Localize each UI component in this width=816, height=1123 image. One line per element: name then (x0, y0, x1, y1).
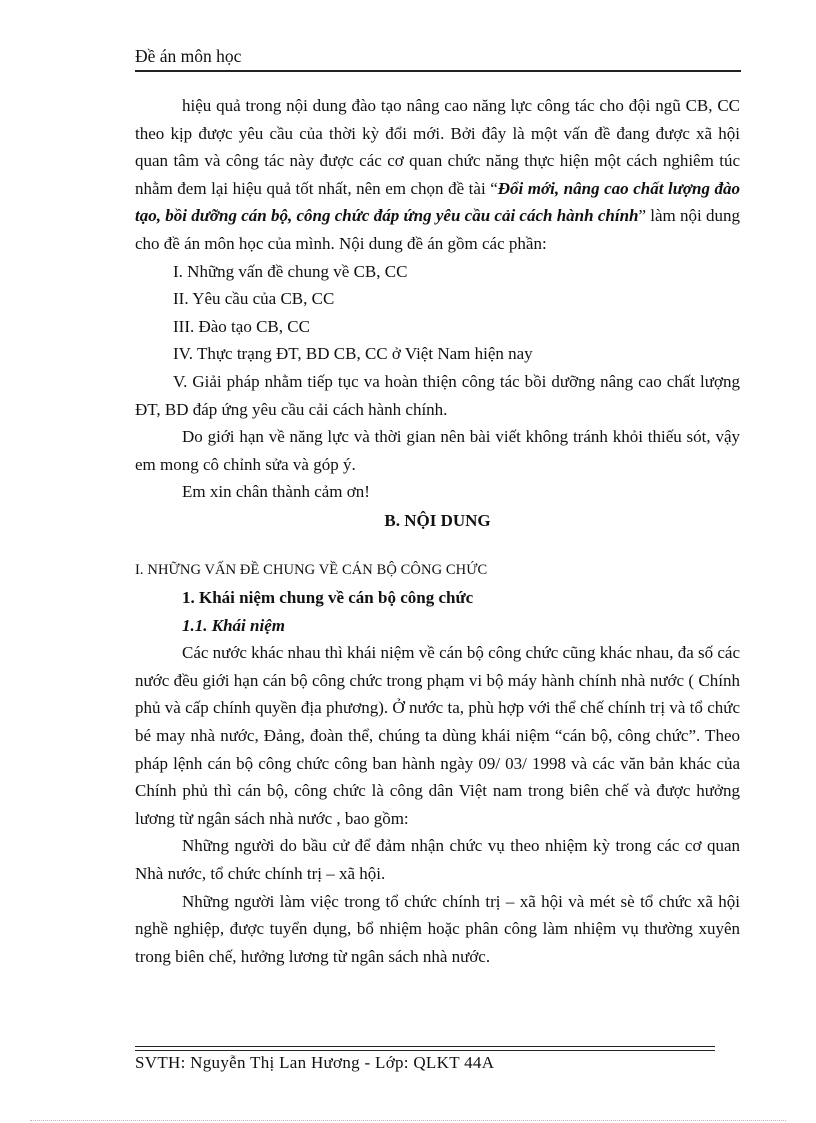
page-bottom-border (30, 1120, 786, 1121)
elected-officials-paragraph: Những người do bầu cử để đảm nhận chức vụ theo nhiệm kỳ trong các cơ quan Nhà nước, tổ chức chính trị – xã hội. (135, 836, 740, 884)
footer-divider (135, 1046, 715, 1051)
thanks-line: Em xin chân thành cảm ơn! (182, 482, 370, 502)
document-body (135, 92, 740, 970)
list-item: III. Đào tạo CB, CC (173, 316, 310, 336)
subsection-heading: 1. Khái niệm chung về cán bộ công chức (182, 588, 474, 608)
thesis-title: Đổi mới, nâng cao chất lượng đào tạo, bồi dưỡng cán bộ, công chức đáp ứng yêu cầu cải cách hành chính (135, 178, 741, 226)
section-heading: I. NHỮNG VẤN ĐỀ CHUNG VỀ CÁN BỘ CÔNG CHỨC (135, 561, 488, 578)
part-b-heading: B. NỘI DUNG (384, 510, 491, 530)
page-footer (135, 1053, 494, 1073)
intro-paragraph (135, 92, 740, 258)
footer-text: SVTH: Nguyễn Thị Lan Hương - Lớp: QLKT 44A (135, 1053, 495, 1072)
list-item: V. Giải pháp nhằm tiếp tục va hoàn thiện công tác bồi dưỡng nâng cao chất lượng ĐT, BD đáp ứng yêu cầu cải cách hành chính. (135, 371, 740, 419)
definition-paragraph: Các nước khác nhau thì khái niệm về cán bộ công chức cũng khác nhau, đa số các nước đều giới hạn cán bộ công chức trong phạm vi bộ máy hành chính nhà nước ( Chính phủ và cấp chính quyền địa phương). Ở nước ta, phù hợp với thể chế chính trị và tổ chức bé may nhà nước, Đảng, đoàn thể, chúng ta dùng khái niệm “cán bộ, công chức”. Theo pháp lệnh cán bộ công chức công ban hành ngày 09/ 03/ 1998 và các văn bản khác của Chính phủ thì cán bộ, công chức là công dân Việt nam trong biên chế và được hưởng lương từ ngân sách nhà nước , bao gồm: (135, 643, 740, 828)
subsubsection-heading: 1.1. Khái niệm (182, 615, 285, 635)
intro-text-b: ” làm nội dung cho đề án môn học của mình. Nội dung đề án gồm các phần: (135, 206, 741, 253)
list-item: I. Những vấn đề chung về CB, CC (173, 261, 408, 281)
limitations-paragraph: Do giới hạn về năng lực và thời gian nên bài viết không tránh khỏi thiếu sót, vậy em mong cô chỉnh sửa và góp ý. (135, 427, 740, 474)
list-item: II. Yêu cầu của CB, CC (173, 289, 335, 309)
page-header (135, 46, 741, 72)
employees-paragraph: Những người làm việc trong tổ chức chính trị – xã hội và mét sè tổ chức xã hội nghề nghiệp, được tuyển dụng, bổ nhiệm hoặc phân công làm nhiệm vụ thường xuyên trong biên chế, hưởng lương từ ngân sách nhà nước. (135, 891, 740, 966)
intro-text-a: hiệu quả trong nội dung đào tạo nâng cao năng lực công tác cho đội ngũ CB, CC theo kịp được yêu cầu của thời kỳ đổi mới. Bởi đây là một vấn đề đang được xã hội quan tâm và công tác này được các cơ quan chức năng thực hiện một cách nghiêm túc nhằm đem lại hiệu quả tốt nhất, nên em chọn đề tài “ (135, 96, 740, 198)
header-title: Đề án môn học (135, 46, 242, 66)
list-item: IV. Thực trạng ĐT, BD CB, CC ở Việt Nam hiện nay (173, 344, 533, 364)
